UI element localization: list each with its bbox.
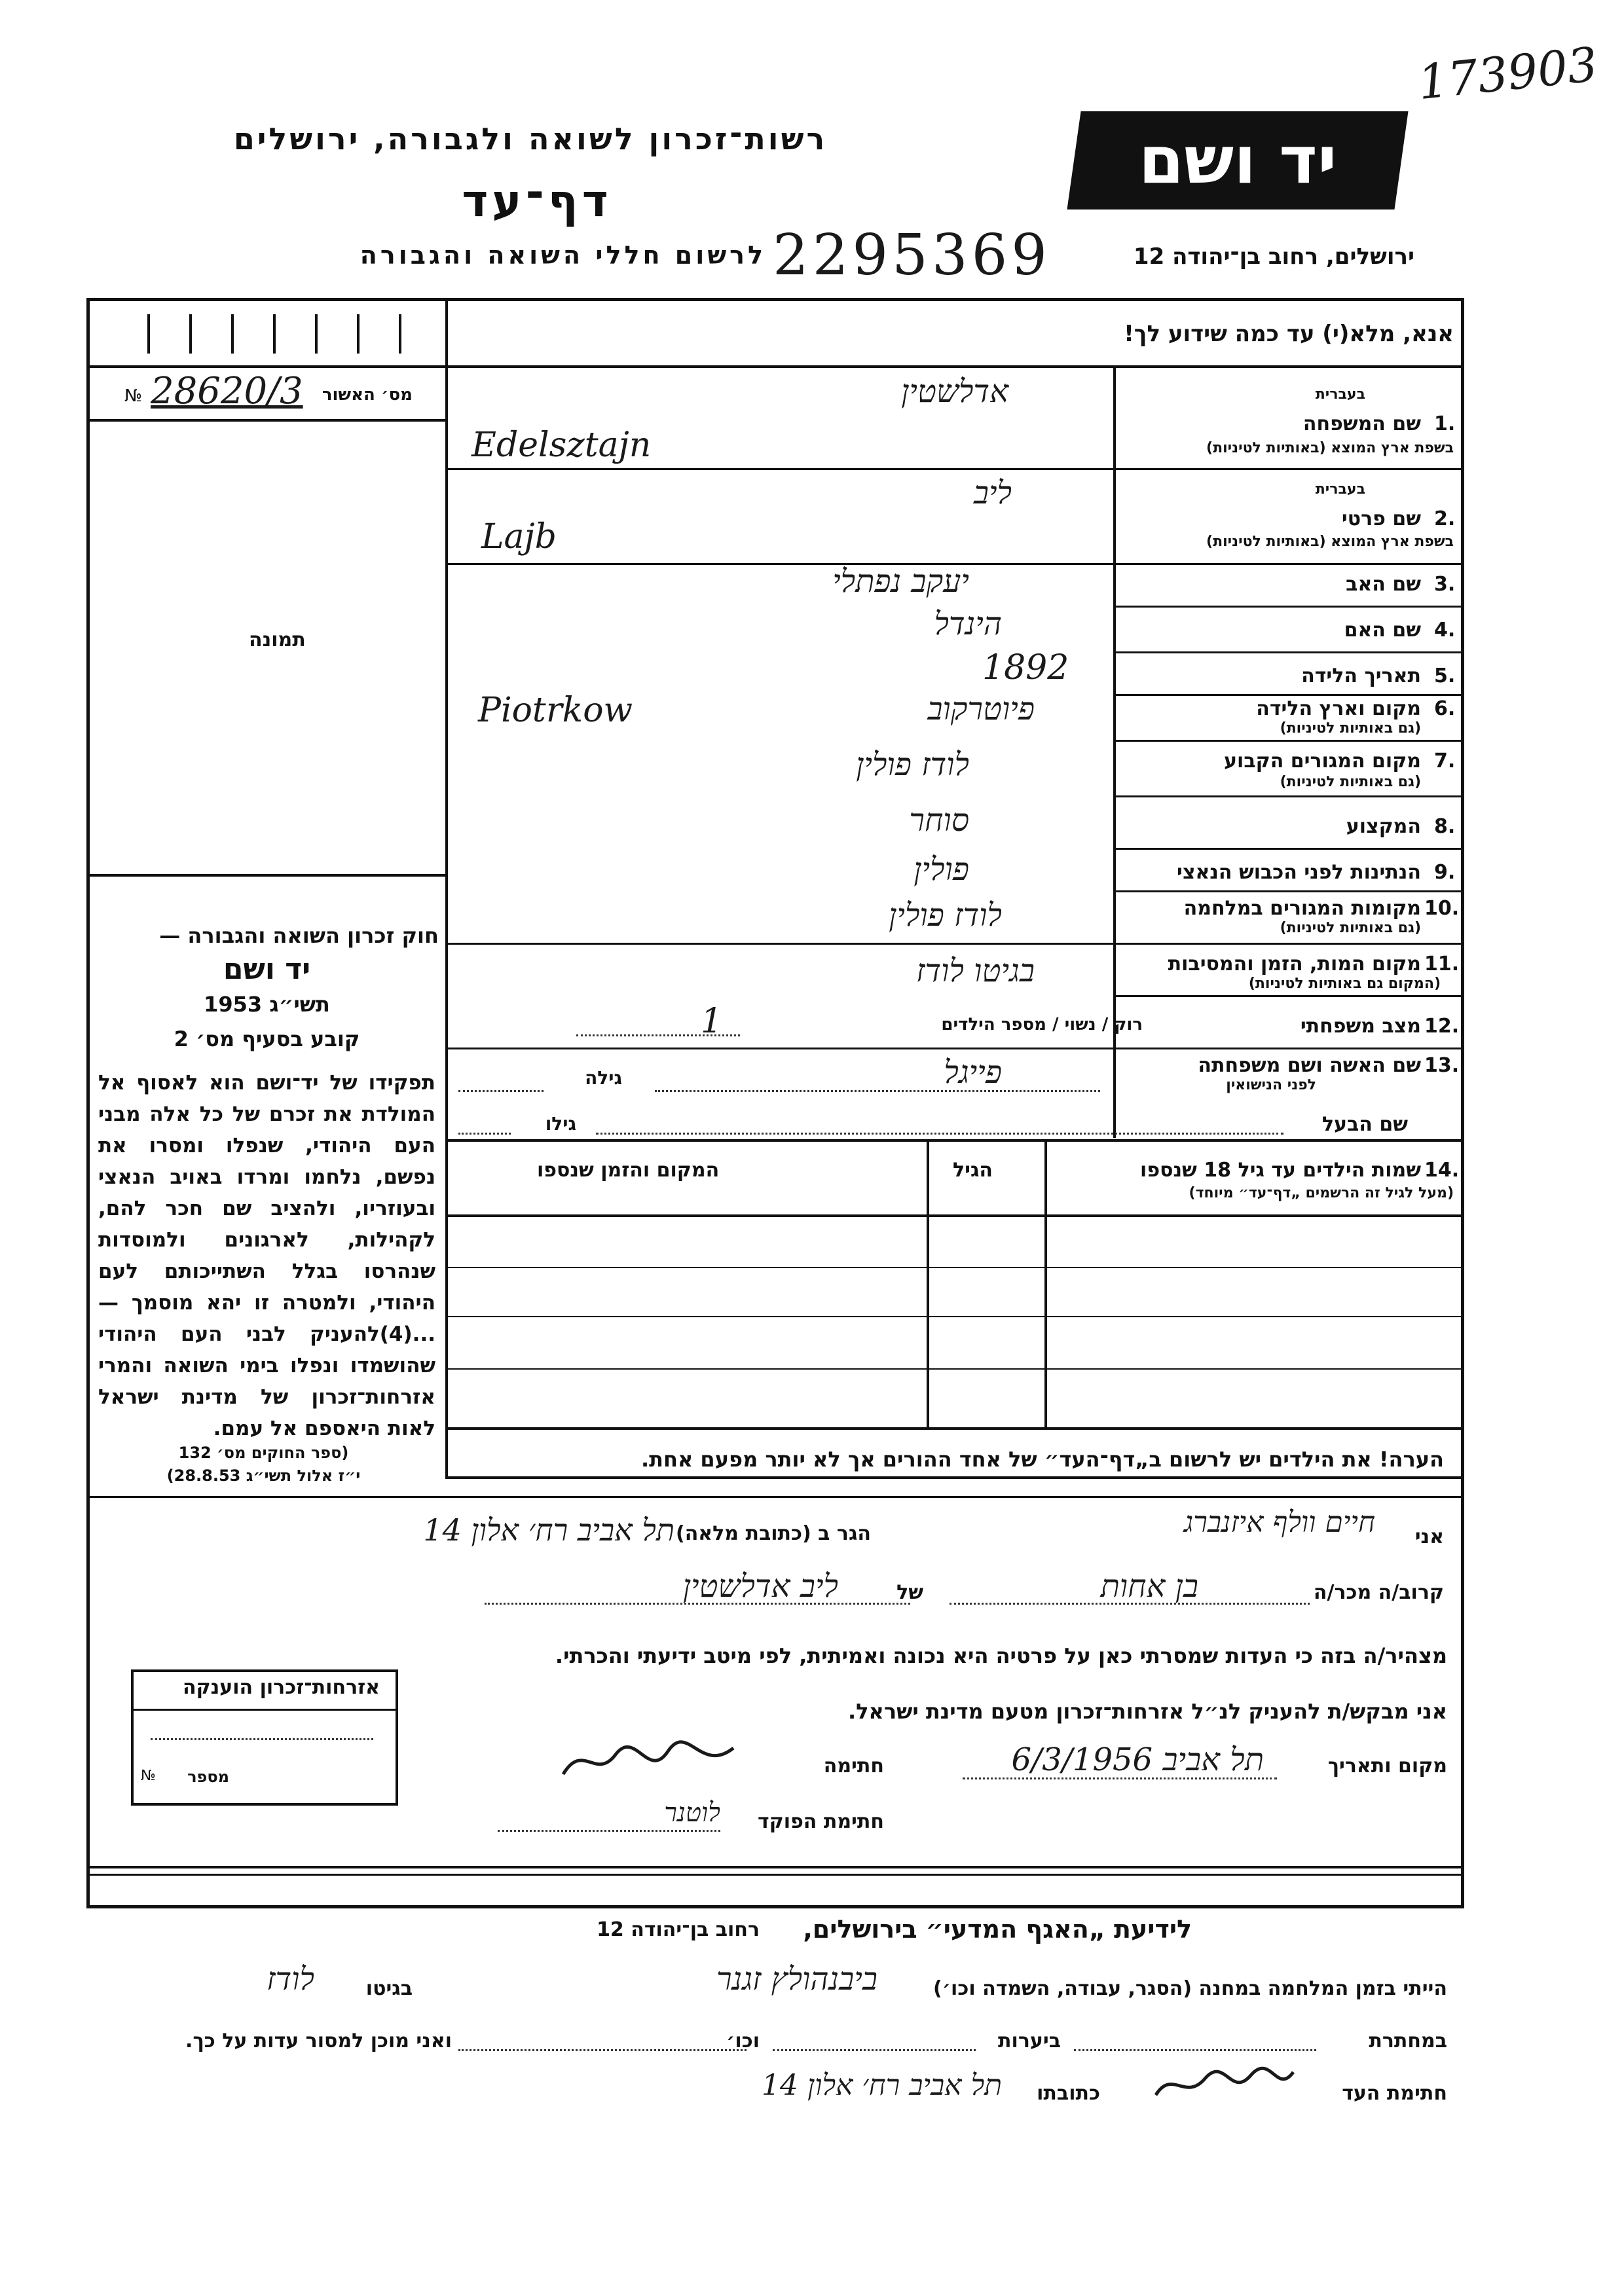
sheet-number: 2295369 xyxy=(773,223,1052,288)
row-sep-8 xyxy=(1113,848,1461,850)
approval-number: 28620/3 xyxy=(151,370,303,412)
field-1-value-latin: Edelsztajn xyxy=(471,426,652,465)
field-6-number: 6. xyxy=(1434,697,1456,720)
field-13-age-label: גילה xyxy=(585,1067,622,1089)
bottom-line1-label: הייתי בזמן המלחמה במחנה (הסגר, עבודה, השמדה וכו׳) xyxy=(933,1977,1447,2000)
number-sign: № xyxy=(124,386,143,406)
field-11-label: מקום המות, הזמן והמסיבות xyxy=(1168,953,1421,975)
field-13-age-dots xyxy=(458,1090,544,1092)
row-sep-12 xyxy=(445,1048,1461,1049)
field-13-value: פייגל xyxy=(944,1054,1002,1091)
field-9-value: פולין xyxy=(913,851,969,888)
witness-signature-scribble xyxy=(1153,2062,1297,2108)
bottom-title: לידיעת „האגף המדעי״ בירושלים, xyxy=(803,1915,1192,1944)
field-14-label: שמות הילדים עד גיל 18 שנספו xyxy=(1140,1159,1421,1182)
field-10-sub: (גם באותיות לטיניות) xyxy=(1280,920,1421,936)
bottom-line2-label-a: במחתרת xyxy=(1369,2030,1447,2052)
field-6-value-latin: Piotrkow xyxy=(478,691,633,730)
declaration-address: תל אביב רח׳ אלון 14 xyxy=(423,1512,674,1548)
field-1-number: 1. xyxy=(1434,412,1456,435)
field-13-dots xyxy=(655,1090,1100,1092)
citizenship-title: אזרחות־זכרון הוענקה xyxy=(182,1676,380,1699)
field-5-label: תאריך הלידה xyxy=(1301,665,1421,687)
field-9-label: הנתינות לפני הכבוש הנאצי xyxy=(1177,861,1421,884)
children-row-3 xyxy=(445,1368,1461,1370)
row-sep-7 xyxy=(1113,795,1461,797)
official-signature-value: לוטנר xyxy=(664,1798,720,1828)
field-4-value: הינדל xyxy=(934,606,1002,642)
bottom-line2-label-b: ביערות xyxy=(998,2030,1061,2052)
bottom-line2-label-c: וכו׳ xyxy=(726,2030,760,2052)
witness-address-label: כתובתו xyxy=(1037,2082,1100,2105)
field-9-number: 9. xyxy=(1434,861,1456,884)
children-col-2 xyxy=(1044,1139,1047,1427)
bottom-line1-end-label: בגיטו xyxy=(365,1977,413,2000)
row-sep-1 xyxy=(445,468,1461,470)
field-12-options: רוק / נשוי / מספר הילדים xyxy=(941,1015,1143,1034)
field-2-number: 2. xyxy=(1434,507,1456,530)
field-14-col-place: המקום והזמן שנספו xyxy=(537,1159,720,1182)
bottom-section-rule xyxy=(86,1866,1461,1868)
field-2-value-latin: Lajb xyxy=(481,517,557,556)
row-sep-4 xyxy=(1113,651,1461,653)
field-6-label: מקום וארץ הלידה xyxy=(1256,697,1421,720)
citizenship-line-1 xyxy=(151,1738,373,1740)
bottom-line1-value: ביבנהולץ זגנר xyxy=(716,1961,877,1997)
field-12-value: 1 xyxy=(701,1002,723,1041)
field-3-number: 3. xyxy=(1434,573,1456,596)
bottom-title-address: רחוב בן־יהודה 12 xyxy=(597,1918,760,1941)
field-13-label: שם האשה ושם משפחתה xyxy=(1198,1054,1421,1077)
field-11-value: בגיטו לודז xyxy=(916,953,1035,989)
row-sep-3 xyxy=(1113,606,1461,608)
row-sep-9 xyxy=(1113,890,1461,892)
citizenship-number-label: מספר xyxy=(187,1768,229,1786)
field-7-number: 7. xyxy=(1434,750,1456,773)
husband-dots xyxy=(596,1133,1283,1135)
husband-label: שם הבעל xyxy=(1321,1113,1408,1136)
approval-label: מס׳ האשור xyxy=(322,385,413,405)
field-7-label: מקום המגורים הקבוע xyxy=(1224,750,1421,773)
instruction-text: אנא, מלא(י) עד כמה שידוע לך! xyxy=(1124,321,1454,347)
field-4-number: 4. xyxy=(1434,619,1456,642)
witness-address-value: תל אביב רח׳ אלון 14 xyxy=(762,2069,1002,2102)
of-value: ליב אדלשטין xyxy=(682,1568,838,1605)
field-8-value: סוחר xyxy=(909,802,969,839)
row-sep-13 xyxy=(445,1139,1461,1142)
declaration-i-name: חיים וולף איזנברג xyxy=(1183,1506,1375,1539)
bottom-line1-end-value: לודז xyxy=(267,1961,314,1997)
field-1-label: שם המשפחה xyxy=(1302,412,1421,435)
field-5-number: 5. xyxy=(1434,665,1456,687)
law-clause: קובע בסעיף מס׳ 2 xyxy=(174,1027,360,1051)
field-7-sub: (גם באותיות לטיניות) xyxy=(1280,774,1421,790)
law-yad-vashem: יד ושם xyxy=(223,953,311,986)
row-sep-5 xyxy=(1113,694,1461,696)
field-6-value-hebrew: פיוטרקוב xyxy=(927,691,1035,727)
yad-vashem-logo xyxy=(1067,111,1408,210)
ticks-box xyxy=(108,314,422,354)
declaration-statement: מצהיר/ה בזה כי העדות שמסרתי כאן על פרטיה היא נכונה ואמיתית, לפי מיטב ידיעתי והכרתי. xyxy=(555,1643,1447,1668)
approval-divider xyxy=(86,419,448,422)
field-11-sub: (המקום גם באותיות לטיניות) xyxy=(1248,975,1441,992)
note-bottom xyxy=(445,1476,1461,1479)
row-sep-6 xyxy=(1113,740,1461,742)
left-column-divider xyxy=(445,298,448,1476)
field-13-sub: לפני הנישואין xyxy=(1226,1077,1316,1093)
signature-scribble xyxy=(557,1735,740,1787)
field-2-sub: בשפת ארץ המוצא (באותיות לטיניות) xyxy=(1206,534,1454,550)
field-10-number: 10. xyxy=(1424,897,1460,920)
children-bottom xyxy=(445,1427,1461,1430)
bottom-section-rule-2 xyxy=(86,1874,1461,1876)
declarant-signature xyxy=(557,1735,740,1787)
children-row-2 xyxy=(445,1316,1461,1317)
relation-label: קרוב/ה מכר/ה xyxy=(1313,1581,1444,1604)
field-4-label: שם האם xyxy=(1344,619,1421,642)
signature-label: חתימה xyxy=(823,1755,884,1777)
field-1-value-hebrew: אדלשטין xyxy=(901,373,1008,410)
declaration-i-label: אני xyxy=(1414,1525,1444,1548)
header-address: ירושלים, רחוב בן־יהודה 12 xyxy=(1133,244,1414,270)
children-col-1 xyxy=(927,1139,929,1427)
field-10-label: מקומות המגורים במלחמה xyxy=(1183,897,1421,920)
field-5-value: 1892 xyxy=(982,648,1069,687)
declaration-request: אני מבקש/ת להעניק לנ״ל אזרחות־זכרון מטעם מדינת ישראל. xyxy=(848,1699,1447,1724)
form-title: דף־עד xyxy=(462,175,612,227)
row-sep-law-top xyxy=(86,874,448,877)
law-year-line xyxy=(95,992,439,1017)
field-14-sub: (מעל לגיל זה הרשמים „דף־עד״ מיוחד) xyxy=(1189,1185,1454,1201)
place-date-value: תל אביב 6/3/1956 xyxy=(1011,1741,1264,1778)
photo-label: תמונה xyxy=(249,629,306,651)
law-title: חוק זכרון השואה והגבורה — xyxy=(159,923,439,948)
bottom-line2-dots-b xyxy=(773,2049,976,2051)
declaration-divider xyxy=(86,1496,1461,1498)
citizenship-number-sign: № xyxy=(141,1768,156,1784)
official-signature-dots xyxy=(498,1830,720,1832)
field-11-number: 11. xyxy=(1424,953,1460,975)
field-14-col-age: הגיל xyxy=(953,1159,993,1182)
field-10-value: לודז פולין xyxy=(889,897,1002,934)
note-text: הערה! את הילדים יש לרשום ב„דף־העד״ של אחד ההורים אך לא יותר מפעם אחת. xyxy=(640,1447,1444,1472)
field-12-label: מצב משפחתי xyxy=(1300,1015,1421,1038)
bottom-line2-dots-a xyxy=(1074,2049,1316,2051)
children-row-1 xyxy=(445,1267,1461,1268)
law-body: תפקידו של יד־ושם הוא לאסוף אל המולדת את זכרם של כל אלה מבני העם היהודי, שנפלו ומסרו את נפשם, נלחמו ומרדו באויב הנאצי ובעוזריו, ולהציב שם חכר להם, לקהילות, לארגונים ולמוסדות שנהרסו בגלל השתייכותם לעם היהודי, ולמטרה זו יהא מוסמך — ...(4)להעניק לבני העם היהודי שהושמדו ונפלו בימי השואה והמרי אזרחות־זכרון של מדינת ישראל לאות היאספם אל עמם. xyxy=(98,1071,435,1440)
archive-number-annotation: 173903 xyxy=(1415,36,1600,111)
field-1-lang: בעברית xyxy=(1315,386,1365,403)
citizenship-title-rule xyxy=(131,1709,396,1711)
law-year: 1953 xyxy=(204,992,263,1017)
field-14-number: 14. xyxy=(1424,1159,1460,1182)
bottom-line2-dots-c xyxy=(458,2049,747,2051)
field-2-lang: בעברית xyxy=(1315,481,1365,498)
field-7-value: לודז פולין xyxy=(856,746,969,783)
registry-line: לרשום חללי השואה והגבורה xyxy=(360,241,766,270)
row-sep-11 xyxy=(1113,995,1461,997)
field-6-sub: (גם באותיות לטיניות) xyxy=(1280,720,1421,737)
field-3-label: שם האב xyxy=(1346,573,1421,596)
of-label: של xyxy=(896,1581,923,1604)
authority-line: רשות־זכרון לשואה ולגבורה, ירושלים xyxy=(233,121,828,156)
bottom-line2-end: ואני מוכן למסור עדות על כך. xyxy=(185,2030,452,2052)
law-source: (ספר החוקים מס׳ 132 xyxy=(178,1444,349,1462)
law-year-hebrew: תשי״ג xyxy=(269,992,330,1017)
declaration-resident-label: הגר ב (כתובת מלאה) xyxy=(675,1522,871,1545)
field-1-sub: בשפת ארץ המוצא (באותיות לטיניות) xyxy=(1206,440,1454,456)
witness-signature-label: חתימת העד xyxy=(1342,2082,1447,2105)
top-strip-divider xyxy=(86,365,1461,368)
relation-value: בן אחות xyxy=(1100,1568,1198,1605)
logo-text: יד ושם xyxy=(1138,122,1337,198)
place-date-label: מקום ותאריך xyxy=(1327,1755,1447,1777)
husband-age-label: גילו xyxy=(545,1113,576,1135)
field-8-number: 8. xyxy=(1434,815,1456,838)
field-8-label: המקצוע xyxy=(1346,815,1421,838)
law-source-date: י״ז אלול תשי״ג 28.8.53) xyxy=(166,1467,361,1485)
husband-age-dots xyxy=(458,1133,511,1135)
witness-signature xyxy=(1153,2062,1297,2108)
field-3-value: יעקב נפתלי xyxy=(832,563,969,600)
field-12-number: 12. xyxy=(1424,1015,1460,1038)
official-signature-label: חתימת הפוקד xyxy=(758,1810,884,1833)
field-2-value-hebrew: ליב xyxy=(973,475,1012,511)
field-2-label: שם פרטי xyxy=(1341,507,1421,530)
children-header-rule xyxy=(445,1214,1461,1217)
row-sep-10 xyxy=(445,943,1461,945)
field-13-number: 13. xyxy=(1424,1054,1460,1077)
